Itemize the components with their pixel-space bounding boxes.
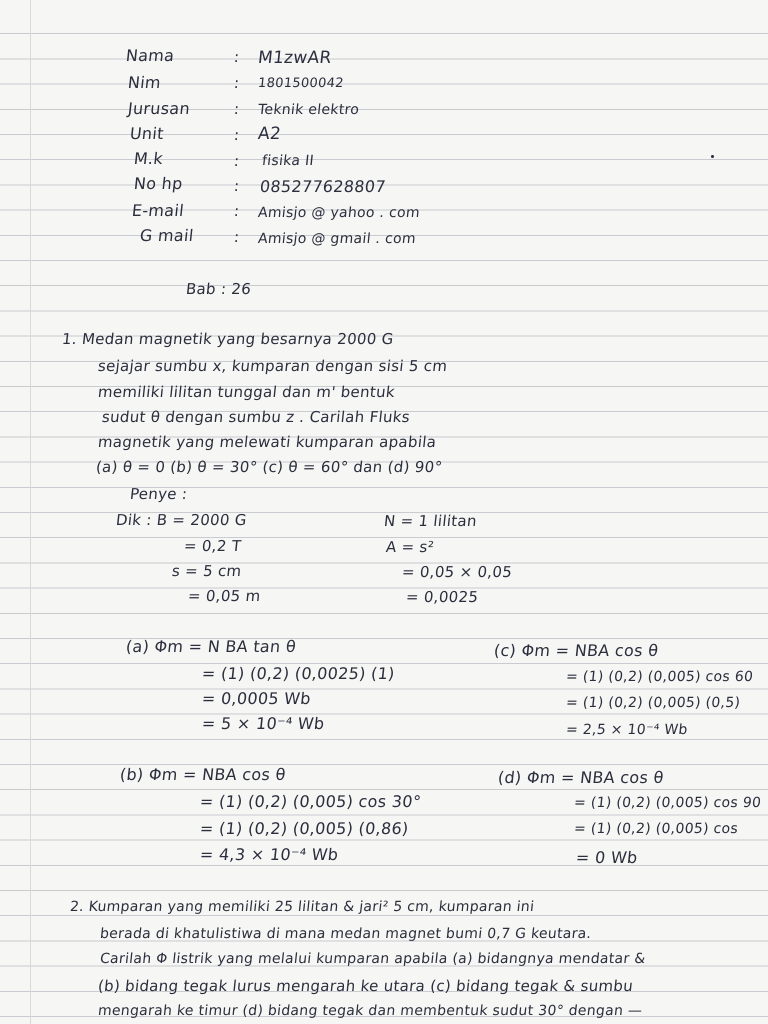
given-side-m: = 0,05 m <box>187 587 262 605</box>
part-a-result: = 5 × 10⁻⁴ Wb <box>201 714 326 733</box>
colon: : <box>233 100 241 118</box>
part-c-step: = (1) (0,2) (0,005) (0,5) <box>565 695 742 711</box>
colon: : <box>233 228 241 246</box>
part-c-result: = 2,5 × 10⁻⁴ Wb <box>565 722 689 738</box>
given-b: Dik : B = 2000 G <box>115 511 248 529</box>
given-side: s = 5 cm <box>171 562 243 580</box>
label-nim: Nim <box>127 73 162 92</box>
colon: : <box>233 48 241 66</box>
problem-line: sudut θ dengan sumbu z . Carilah Fluks <box>101 408 411 426</box>
colon: : <box>233 126 241 144</box>
solution-label: Penye : <box>129 485 189 503</box>
part-b-step: = (1) (0,2) (0,005) (0,86) <box>199 819 410 838</box>
given-turns: N = 1 lilitan <box>383 512 478 530</box>
part-b-step: = (1) (0,2) (0,005) cos 30° <box>199 792 423 811</box>
value-nim: 1801500042 <box>257 76 345 91</box>
chapter-heading: Bab : 26 <box>185 280 253 298</box>
colon: : <box>233 202 241 220</box>
problem-line: magnetik yang melewati kumparan apabila <box>97 433 438 451</box>
label-gmail: G mail <box>139 226 195 245</box>
part-d-result: = 0 Wb <box>575 848 639 867</box>
problem-line: 1. Medan magnetik yang besarnya 2000 G <box>61 330 395 348</box>
colon: : <box>233 74 241 92</box>
value-gmail: Amisjo @ gmail . com <box>257 231 417 247</box>
given-area-value: = 0,0025 <box>405 588 480 606</box>
problem-line: mengarah ke timur (d) bidang tegak dan membentuk sudut 30° dengan — <box>97 1003 644 1019</box>
label-nama: Nama <box>125 46 176 65</box>
label-unit: Unit <box>129 124 165 143</box>
part-d-formula: (d) Φm = NBA cos θ <box>497 768 665 787</box>
given-area: A = s² <box>385 538 435 556</box>
value-mk: fisika II <box>261 153 315 169</box>
label-jurusan: Jurusan <box>127 99 191 118</box>
colon: : <box>233 152 241 170</box>
problem-line: sejajar sumbu x, kumparan dengan sisi 5 cm <box>97 357 449 375</box>
label-mk: M.k <box>133 149 165 168</box>
value-nohp: 085277628807 <box>259 177 387 196</box>
value-email: Amisjo @ yahoo . com <box>257 205 421 221</box>
part-a-step: = 0,0005 Wb <box>201 689 312 708</box>
part-b-result: = 4,3 × 10⁻⁴ Wb <box>199 845 340 864</box>
problem-line: Carilah Φ listrik yang melalui kumparan apabila (a) bidangnya mendatar & <box>99 951 647 967</box>
problem-line: (b) bidang tegak lurus mengarah ke utara (c) bidang tegak & sumbu <box>97 977 635 995</box>
label-email: E-mail <box>131 201 185 220</box>
problem-line: berada di khatulistiwa di mana medan magnet bumi 0,7 G keutara. <box>99 926 593 942</box>
value-jurusan: Teknik elektro <box>257 102 360 118</box>
part-a-formula: (a) Φm = N BA tan θ <box>125 637 297 656</box>
part-d-step: = (1) (0,2) (0,005) cos 90 <box>573 795 763 811</box>
value-nama: M1zwAR <box>256 48 333 68</box>
part-d-step: = (1) (0,2) (0,005) cos <box>573 821 739 837</box>
problem-line: memiliki lilitan tunggal dan m' bentuk <box>97 383 396 401</box>
given-area-calc: = 0,05 × 0,05 <box>401 563 514 581</box>
problem-line: 2. Kumparan yang memiliki 25 lilitan & jari² 5 cm, kumparan ini <box>69 899 536 915</box>
part-c-formula: (c) Φm = NBA cos θ <box>493 641 660 660</box>
part-a-step: = (1) (0,2) (0,0025) (1) <box>201 664 396 683</box>
value-unit: A2 <box>256 124 283 144</box>
part-c-step: = (1) (0,2) (0,005) cos 60 <box>565 669 755 685</box>
colon: : <box>233 177 241 195</box>
part-b-formula: (b) Φm = NBA cos θ <box>119 765 287 784</box>
ink-dot <box>711 155 714 158</box>
problem-line: (a) θ = 0 (b) θ = 30° (c) θ = 60° dan (d) 90° <box>95 458 444 476</box>
given-b-tesla: = 0,2 T <box>183 537 243 555</box>
label-nohp: No hp <box>133 174 184 193</box>
margin-line <box>30 0 31 1024</box>
